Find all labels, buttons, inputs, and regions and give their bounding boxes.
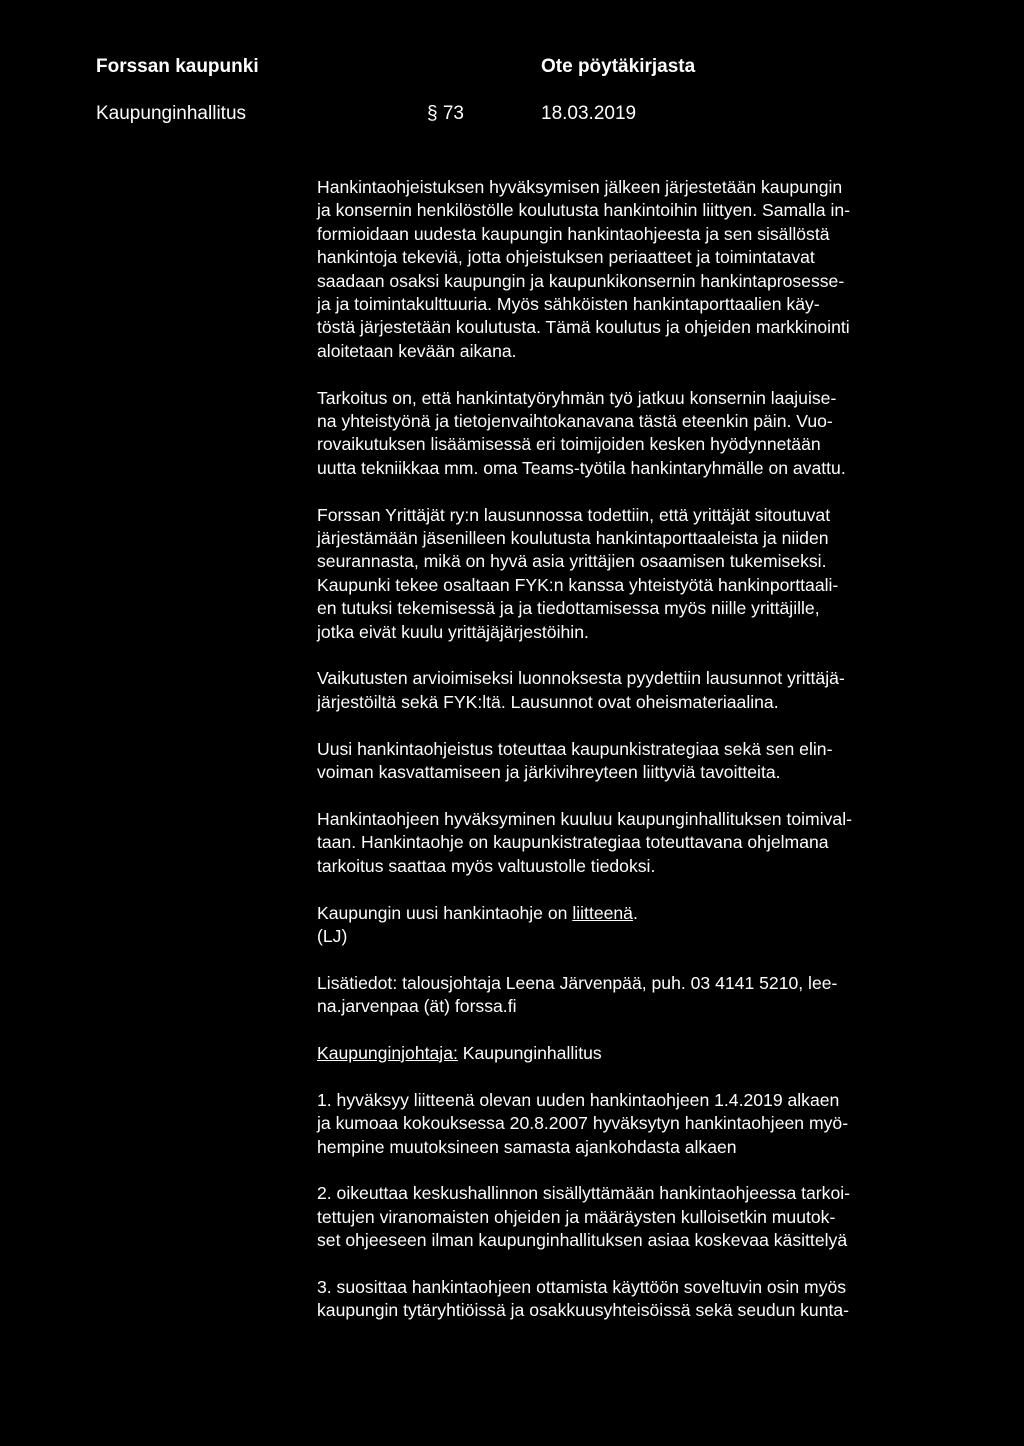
text-line: uutta tekniikkaa mm. oma Teams-työtila hankintaryhmälle on avattu. [317, 457, 846, 478]
paragraph-training [317, 176, 957, 363]
meeting-date: 18.03.2019 [541, 103, 637, 124]
text-line: saadaan osaksi kaupungin ja kaupunkikonsernin hankintaprosesse- [317, 270, 845, 291]
paragraph-strategy [317, 738, 957, 785]
organization-name: Forssan kaupunki [96, 56, 259, 77]
text-line: taan. Hankintaohje on kaupunkistrategiaa toteuttavana ohjelmana [317, 832, 829, 853]
text-line: set ohjeeseen ilman kaupunginhallituksen asiaa koskevaa käsittelyä [317, 1230, 848, 1251]
text-line: formioidaan uudesta kaupungin hankintaohjeesta ja sen sisällöstä [317, 223, 830, 244]
text-line: na.jarvenpaa (ät) forssa.fi [317, 996, 517, 1017]
text-line: kaupungin tytäryhtiöissä ja osakkuusyhteisöissä sekä seudun kunta- [317, 1300, 850, 1321]
section-number: § 73 [427, 103, 464, 124]
text-line: ja ja toimintakulttuuria. Myös sähköisten hankintaporttaalien käy- [317, 294, 820, 315]
text-line: töstä järjestetään koulutusta. Tämä koulutus ja ohjeiden markkinointi [317, 317, 850, 338]
text-line: tettujen viranomaisten ohjeiden ja määräysten kulloisetkin muutok- [317, 1206, 836, 1227]
contact-info [317, 972, 957, 1019]
preparer-initials: (LJ) [317, 925, 348, 946]
proposer-label: Kaupunginjohtaja: [317, 1042, 458, 1063]
text-line: na yhteistyönä ja tietojenvaihtokanavana tästä eteenkin päin. Vuo- [317, 411, 833, 432]
proposal-heading [317, 1042, 957, 1065]
attachment-suffix: . [632, 902, 638, 923]
attachment-line [317, 902, 957, 925]
text-line: hankintoja tekeviä, jotta ohjeistuksen periaatteet ja toimintatavat [317, 247, 815, 268]
text-line: Uusi hankintaohjeistus toteuttaa kaupunkistrategiaa sekä sen elin- [317, 738, 833, 759]
text-line: rovaikutuksen lisäämisessä eri toimijoiden kesken hyödynnetään [317, 434, 821, 455]
text-line: voiman kasvattamiseen ja järkivihreyteen liittyviä tavoitteita. [317, 762, 781, 783]
decision-item-3 [317, 1276, 957, 1323]
text-line: Vaikutusten arvioimiseksi luonnoksesta pyydettiin lausunnot yrittäjä- [317, 668, 845, 689]
text-line: järjestöiltä sekä FYK:ltä. Lausunnot ovat oheismateriaalina. [317, 691, 779, 712]
paragraph-authority [317, 808, 957, 878]
text-line: Kaupunki tekee osaltaan FYK:n kanssa yhteistyötä hankinporttaali- [317, 574, 839, 595]
paragraph-statements [317, 667, 957, 714]
text-line: järjestämään jäsenilleen koulutusta hankintaporttaaleista ja niiden [317, 528, 829, 549]
paragraph-working-group [317, 387, 957, 481]
document-type: Ote pöytäkirjasta [541, 56, 696, 77]
text-line: aloitetaan kevään aikana. [317, 340, 517, 361]
text-line: tarkoitus saattaa myös valtuustolle tiedoksi. [317, 855, 656, 876]
text-line: Hankintaohjeen hyväksyminen kuuluu kaupunginhallituksen toimival- [317, 808, 852, 829]
text-line: Lisätiedot: talousjohtaja Leena Järvenpää, puh. 03 4141 5210, lee- [317, 972, 838, 993]
decision-item-2 [317, 1182, 957, 1252]
attachment-prefix: Kaupungin uusi hankintaohje on [317, 902, 573, 923]
document-body [317, 176, 957, 1346]
attachment-link[interactable]: liitteenä [572, 902, 633, 923]
paragraph-entrepreneurs [317, 504, 957, 644]
text-line: ja kumoaa kokouksessa 20.8.2007 hyväksytyn hankintaohjeen myö- [317, 1113, 849, 1134]
body-name: Kaupunginhallitus [96, 103, 247, 124]
text-line: jotka eivät kuulu yrittäjäjärjestöihin. [317, 621, 589, 642]
text-line: ja konsernin henkilöstölle koulutusta hankintoihin liittyen. Samalla in- [317, 200, 851, 221]
text-line: Tarkoitus on, että hankintatyöryhmän työ jatkuu konsernin laajuise- [317, 387, 837, 408]
text-line: hempine muutoksineen samasta ajankohdasta alkaen [317, 1136, 737, 1157]
text-line: 1. hyväksyy liitteenä olevan uuden hankintaohjeen 1.4.2019 alkaen [317, 1089, 840, 1110]
text-line: 2. oikeuttaa keskushallinnon sisällyttämään hankintaohjeessa tarkoi- [317, 1183, 851, 1204]
text-line: Hankintaohjeistuksen hyväksymisen jälkeen järjestetään kaupungin [317, 177, 843, 197]
text-line: 3. suosittaa hankintaohjeen ottamista käyttöön soveltuvin osin myös [317, 1276, 847, 1297]
text-line: seurannasta, mikä on hyvä asia yrittäjien osaamisen tukemiseksi. [317, 551, 827, 572]
proposal-target: Kaupunginhallitus [457, 1042, 602, 1063]
text-line: Forssan Yrittäjät ry:n lausunnossa todettiin, että yrittäjät sitoutuvat [317, 504, 831, 525]
paragraph-attachment [317, 902, 957, 949]
decision-item-1 [317, 1089, 957, 1159]
text-line: en tutuksi tekemisessä ja ja tiedottamisessa myös niille yrittäjille, [317, 598, 820, 619]
proposal-line [317, 1042, 957, 1065]
